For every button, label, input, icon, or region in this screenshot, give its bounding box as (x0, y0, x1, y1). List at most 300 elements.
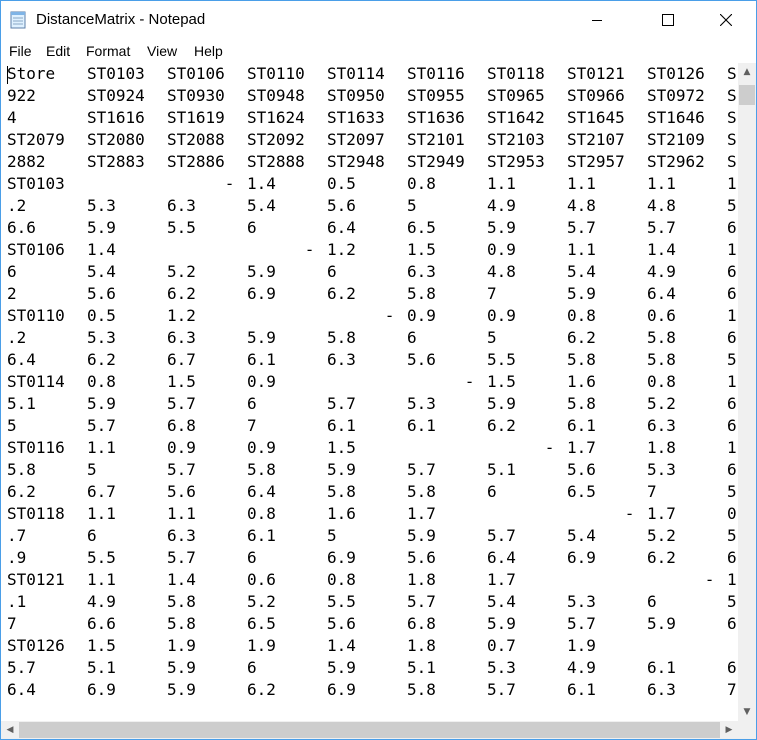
text-cell: 6.1 (647, 658, 676, 677)
text-cell: 6.4 (647, 284, 676, 303)
text-cell: 1.6 (327, 504, 356, 523)
text-cell: ST1646 (647, 108, 705, 127)
text-cell: 5.8 (647, 328, 676, 347)
text-cell: 0.6 (647, 306, 676, 325)
text-cell: ST0972 (647, 86, 705, 105)
text-cell: 5.8 (407, 284, 436, 303)
text-cell: 0.8 (87, 372, 116, 391)
text-cell: 1.1 (567, 240, 596, 259)
text-cell: 6.5 (567, 482, 596, 501)
text-cell: 6.4 (7, 680, 36, 699)
text-cell: 5.9 (647, 614, 676, 633)
text-cell: ST0924 (87, 86, 145, 105)
text-cell: 0.7 (487, 636, 516, 655)
text-cell: - (167, 174, 235, 193)
text-cell: 0.9 (487, 240, 516, 259)
text-cell: 5.9 (327, 460, 356, 479)
text-cell: 6 (727, 328, 737, 347)
text-cell: 5.9 (327, 658, 356, 677)
text-cell: .2 (7, 196, 27, 215)
text-cell: ST0110 (7, 306, 65, 325)
text-cell: 5.9 (487, 218, 516, 237)
text-cell: 6 (727, 262, 737, 281)
scroll-up-arrow-icon[interactable]: ▲ (743, 67, 751, 77)
text-cell: .2 (7, 328, 27, 347)
text-cell: ST2092 (247, 130, 305, 149)
text-cell: 5.9 (567, 284, 596, 303)
text-cell: 5.3 (567, 592, 596, 611)
text-cell: ST0930 (167, 86, 225, 105)
text-cell: ST1616 (87, 108, 145, 127)
text-cell: 5.4 (87, 262, 116, 281)
text-cell: 5.7 (167, 460, 196, 479)
text-cell: 1 (727, 372, 737, 391)
text-cell: 1 (727, 570, 737, 589)
text-cell: 5.7 (567, 218, 596, 237)
text-cell: 6 (727, 460, 737, 479)
vertical-scrollbar[interactable] (738, 63, 756, 721)
text-cell: 5.8 (647, 350, 676, 369)
text-cell: 5.8 (567, 394, 596, 413)
text-cell: 6 (647, 592, 657, 611)
text-cell: 5.3 (407, 394, 436, 413)
text-cell: 6.8 (167, 416, 196, 435)
text-cell: 1.5 (87, 636, 116, 655)
text-cell: 5.9 (247, 328, 276, 347)
text-cell: 5.7 (7, 658, 36, 677)
text-cell: 1.7 (567, 438, 596, 457)
menu-help[interactable]: Help (194, 43, 223, 59)
text-cell: 6.9 (567, 548, 596, 567)
text-cell: 6.2 (87, 350, 116, 369)
text-cell: 0.5 (87, 306, 116, 325)
text-cell: 6.3 (647, 680, 676, 699)
text-cell: - (647, 570, 715, 589)
scroll-left-arrow-icon[interactable]: ◀ (6, 725, 14, 735)
text-cell: 6.7 (167, 350, 196, 369)
menu-view[interactable]: View (147, 43, 178, 59)
text-cell: 5 (487, 328, 497, 347)
text-cell: 5.8 (407, 680, 436, 699)
text-cell: 0.9 (167, 438, 196, 457)
text-cell: 7 (247, 416, 257, 435)
text-cell: ST1619 (167, 108, 225, 127)
text-cell: ST2101 (407, 130, 465, 149)
text-editor[interactable] (1, 63, 738, 721)
maximize-button[interactable] (645, 1, 691, 39)
text-cell: 5.2 (167, 262, 196, 281)
text-cell: 6 (727, 614, 737, 633)
text-cell: 1 (727, 438, 737, 457)
text-cell: 6.3 (647, 416, 676, 435)
text-cell: 5.6 (167, 482, 196, 501)
minimize-button[interactable] (574, 1, 620, 39)
text-cell: 7 (487, 284, 497, 303)
text-cell: 6.1 (247, 350, 276, 369)
text-cell: 6.2 (647, 548, 676, 567)
text-cell: ST0103 (87, 64, 145, 83)
text-cell: 5.8 (567, 350, 596, 369)
text-cell: 6.4 (7, 350, 36, 369)
text-cell: ST1642 (487, 108, 545, 127)
text-cell: S (727, 152, 737, 171)
text-cell: 5.9 (167, 680, 196, 699)
text-cell: 6 (247, 658, 257, 677)
text-cell: 1.5 (407, 240, 436, 259)
text-cell: 5.8 (167, 614, 196, 633)
text-cell: 5.4 (487, 592, 516, 611)
text-cell: 5.3 (87, 196, 116, 215)
text-cell: 4.9 (567, 658, 596, 677)
text-cell: ST2097 (327, 130, 385, 149)
text-cell: ST0948 (247, 86, 305, 105)
text-cell: 1 (727, 306, 737, 325)
text-cell: 1.7 (407, 504, 436, 523)
text-cell: 0.8 (647, 372, 676, 391)
text-cell: 6 (727, 284, 737, 303)
text-cell: ST0955 (407, 86, 465, 105)
text-cell: 6.7 (87, 482, 116, 501)
text-cell: 5 (7, 416, 17, 435)
text-cell: 6.2 (487, 416, 516, 435)
menu-file[interactable]: File (9, 43, 32, 59)
text-cell: ST0118 (487, 64, 545, 83)
text-cell: 4.9 (647, 262, 676, 281)
text-cell: 7 (7, 614, 17, 633)
text-cell: 5.8 (407, 482, 436, 501)
text-cell: 6.2 (327, 284, 356, 303)
text-cell: 6.4 (487, 548, 516, 567)
text-cell: 5.6 (327, 614, 356, 633)
text-cell: 6.6 (7, 218, 36, 237)
text-cell: ST0103 (7, 174, 65, 193)
text-cell: 5.4 (247, 196, 276, 215)
text-cell: 1.4 (327, 636, 356, 655)
text-cell: ST0106 (167, 64, 225, 83)
text-cell: ST0106 (7, 240, 65, 259)
text-cell: 1.6 (567, 372, 596, 391)
text-cell: 922 (7, 86, 36, 105)
text-cell: 5.7 (87, 416, 116, 435)
text-cell: ST0116 (407, 64, 465, 83)
text-cell: 0.8 (247, 504, 276, 523)
text-cell: 5 (727, 592, 737, 611)
text-cell: 6.9 (247, 284, 276, 303)
text-cell: ST0126 (7, 636, 65, 655)
text-cell: 7 (727, 680, 737, 699)
text-cell: 4.8 (487, 262, 516, 281)
text-cell: 6 (727, 218, 737, 237)
text-cell: ST2886 (167, 152, 225, 171)
text-cell: 5.6 (327, 196, 356, 215)
text-cell: ST2883 (87, 152, 145, 171)
text-cell: 5.8 (247, 460, 276, 479)
close-icon (720, 14, 732, 26)
text-cell: 5.1 (87, 658, 116, 677)
text-cell: .9 (7, 548, 27, 567)
vertical-scroll-thumb[interactable] (739, 85, 755, 105)
text-cell: 5.5 (487, 350, 516, 369)
text-cell: 1.2 (327, 240, 356, 259)
text-cell: ST2962 (647, 152, 705, 171)
text-cell: 5.7 (167, 548, 196, 567)
text-cell: ST2957 (567, 152, 625, 171)
text-cell: 5.7 (327, 394, 356, 413)
text-cell: ST0950 (327, 86, 385, 105)
text-cell: Store (7, 64, 56, 83)
text-cell: 5 (327, 526, 337, 545)
scroll-right-arrow-icon[interactable]: ▶ (725, 725, 733, 735)
text-cell: 5.5 (87, 548, 116, 567)
text-cell: ST1645 (567, 108, 625, 127)
text-cell: ST2080 (87, 130, 145, 149)
text-cell: 5.5 (327, 592, 356, 611)
text-cell: 5.3 (487, 658, 516, 677)
text-cell: 2882 (7, 152, 46, 171)
text-cell: 5.2 (647, 526, 676, 545)
text-cell: ST0121 (7, 570, 65, 589)
text-cell: 5.2 (647, 394, 676, 413)
text-cell: ST2079 (7, 130, 65, 149)
text-cell: 5.4 (567, 262, 596, 281)
text-cell: 6.5 (247, 614, 276, 633)
text-cell: ST2953 (487, 152, 545, 171)
text-cell: ST2109 (647, 130, 705, 149)
text-cell: 6.8 (407, 614, 436, 633)
text-cell: ST2103 (487, 130, 545, 149)
text-cell: 6 (327, 262, 337, 281)
text-cell: ST0966 (567, 86, 625, 105)
text-cell: ST0110 (247, 64, 305, 83)
text-cell: 1.4 (167, 570, 196, 589)
text-cell: 5.7 (487, 526, 516, 545)
text-cell: 5.3 (647, 460, 676, 479)
text-cell: 5.6 (87, 284, 116, 303)
text-cell: - (567, 504, 635, 523)
text-cell: 5.5 (167, 218, 196, 237)
text-cell: .7 (7, 526, 27, 545)
menu-bar (1, 39, 756, 63)
text-cell: 0.9 (407, 306, 436, 325)
text-cell: 5 (727, 196, 737, 215)
scroll-down-arrow-icon[interactable]: ▼ (743, 707, 751, 717)
text-cell: ST2888 (247, 152, 305, 171)
text-cell: - (327, 306, 395, 325)
text-cell: ST2949 (407, 152, 465, 171)
text-cell: S (727, 86, 737, 105)
text-cell: 5.9 (407, 526, 436, 545)
text-cell: 4.8 (647, 196, 676, 215)
text-cell: 6.3 (167, 328, 196, 347)
text-cell: 6 (407, 328, 417, 347)
text-cell: 5.9 (87, 394, 116, 413)
text-cell: 6.3 (167, 196, 196, 215)
text-cell: 6.2 (247, 680, 276, 699)
text-cell: ST2948 (327, 152, 385, 171)
text-cell: 1.5 (167, 372, 196, 391)
scrollbar-corner (738, 721, 756, 739)
text-cell: 6 (487, 482, 497, 501)
text-cell: 6.1 (327, 416, 356, 435)
text-cell: 1.4 (247, 174, 276, 193)
text-cell: 6 (247, 394, 257, 413)
text-cell: 5.7 (567, 614, 596, 633)
text-cell: ST0114 (327, 64, 385, 83)
text-cell: 0.5 (327, 174, 356, 193)
horizontal-scrollbar[interactable] (1, 721, 738, 739)
text-cell: 6 (727, 416, 737, 435)
text-cell: 4.9 (487, 196, 516, 215)
text-cell: 5.8 (327, 482, 356, 501)
notepad-app-icon (10, 11, 26, 29)
text-cell: 1.8 (407, 570, 436, 589)
text-cell: 5.7 (167, 394, 196, 413)
text-cell: 6.3 (167, 526, 196, 545)
text-cell: 6.2 (167, 284, 196, 303)
window-title: DistanceMatrix - Notepad (36, 11, 206, 28)
text-cell: 6.1 (567, 680, 596, 699)
text-cell: 5.7 (407, 592, 436, 611)
text-cell: 5.1 (7, 394, 36, 413)
text-cell: 5.8 (167, 592, 196, 611)
title-bar[interactable] (1, 1, 756, 39)
text-cell: 5.2 (247, 592, 276, 611)
text-cell: 0.8 (327, 570, 356, 589)
text-cell: ST2088 (167, 130, 225, 149)
text-cell: 0.8 (567, 306, 596, 325)
text-cell: ST0116 (7, 438, 65, 457)
text-cell: S (727, 64, 737, 83)
text-cell: 5.9 (247, 262, 276, 281)
text-cell: 6.3 (327, 350, 356, 369)
text-cell: 5.3 (87, 328, 116, 347)
text-cell: ST1624 (247, 108, 305, 127)
text-cell: 5.9 (167, 658, 196, 677)
text-cell: ST0118 (7, 504, 65, 523)
text-cell: 4.9 (87, 592, 116, 611)
text-cell: 5.9 (487, 614, 516, 633)
text-cell: 6.6 (87, 614, 116, 633)
text-cell: 1.8 (407, 636, 436, 655)
text-cell: ST0121 (567, 64, 625, 83)
text-cell: 6 (247, 218, 257, 237)
text-cell: 1.7 (647, 504, 676, 523)
text-cell: - (247, 240, 315, 259)
text-cell: 1.4 (647, 240, 676, 259)
text-cell: 1.1 (87, 438, 116, 457)
text-cell: 1 (727, 240, 737, 259)
text-cell: 1.1 (487, 174, 516, 193)
text-cell: ST0114 (7, 372, 65, 391)
text-cell: 1.4 (87, 240, 116, 259)
text-cell: 5 (87, 460, 97, 479)
text-cell: 0.9 (247, 438, 276, 457)
text-cell: 5.8 (327, 328, 356, 347)
text-cell: 6.1 (247, 526, 276, 545)
close-button[interactable] (703, 1, 749, 39)
text-cell: 0.9 (247, 372, 276, 391)
text-cell: 6 (87, 526, 97, 545)
minimize-icon (592, 15, 602, 25)
text-cell: 2 (7, 284, 17, 303)
text-cell: 5.6 (407, 548, 436, 567)
text-cell: 0 (727, 504, 737, 523)
text-cell: 1.5 (487, 372, 516, 391)
text-cell: 6.2 (567, 328, 596, 347)
text-cell: ST0126 (647, 64, 705, 83)
text-cell: 5.7 (647, 218, 676, 237)
text-cell: 6.1 (407, 416, 436, 435)
text-cell: 5.4 (567, 526, 596, 545)
text-cell: 1.9 (167, 636, 196, 655)
text-cell: 1.1 (567, 174, 596, 193)
text-cell: 6 (7, 262, 17, 281)
text-cell: 1.1 (167, 504, 196, 523)
text-cell: 6.5 (407, 218, 436, 237)
text-cell: 0.9 (487, 306, 516, 325)
text-cell: 5 (407, 196, 417, 215)
text-cell: 1.8 (647, 438, 676, 457)
text-cell: 6.9 (87, 680, 116, 699)
text-cell: S (727, 108, 737, 127)
text-cell: 5.6 (407, 350, 436, 369)
text-cell: 1.1 (647, 174, 676, 193)
text-cell: 1.2 (167, 306, 196, 325)
text-cell: 4.8 (567, 196, 596, 215)
text-cell: 6 (727, 394, 737, 413)
text-cell: 5.1 (407, 658, 436, 677)
text-cell: 5.9 (87, 218, 116, 237)
text-cell: 0.8 (407, 174, 436, 193)
text-cell: 1.7 (487, 570, 516, 589)
text-cell: - (407, 372, 475, 391)
menu-edit[interactable]: Edit (46, 43, 71, 59)
text-cell: 6.2 (7, 482, 36, 501)
text-cell: 1 (727, 174, 737, 193)
text-cell: 0.6 (247, 570, 276, 589)
text-cell: 6.1 (567, 416, 596, 435)
menu-format[interactable]: Format (86, 43, 131, 59)
horizontal-scroll-thumb[interactable] (19, 722, 720, 738)
text-cell: 5 (727, 526, 737, 545)
text-cell: 5.7 (487, 680, 516, 699)
text-cell: - (487, 438, 555, 457)
text-cell: 5 (727, 482, 737, 501)
text-cell: 5.9 (487, 394, 516, 413)
text-cell: 6.4 (247, 482, 276, 501)
text-cell: 6 (727, 658, 737, 677)
text-cell: 4 (7, 108, 17, 127)
text-cell: 1.9 (567, 636, 596, 655)
text-cell: 6 (727, 548, 737, 567)
text-cell: 1.1 (87, 570, 116, 589)
text-cell: 5.8 (7, 460, 36, 479)
text-cell: 6.9 (327, 680, 356, 699)
text-cell: ST0965 (487, 86, 545, 105)
text-cell: 5.6 (567, 460, 596, 479)
text-cell: 5.1 (487, 460, 516, 479)
text-cell: 5 (727, 350, 737, 369)
text-cell: ST2107 (567, 130, 625, 149)
text-cell: .1 (7, 592, 27, 611)
text-cell: 6.3 (407, 262, 436, 281)
text-cell: ST1636 (407, 108, 465, 127)
text-cell: 6 (247, 548, 257, 567)
text-cell: 1.5 (327, 438, 356, 457)
maximize-icon (662, 14, 674, 26)
text-cell: 1.9 (247, 636, 276, 655)
text-cell: 6.9 (327, 548, 356, 567)
